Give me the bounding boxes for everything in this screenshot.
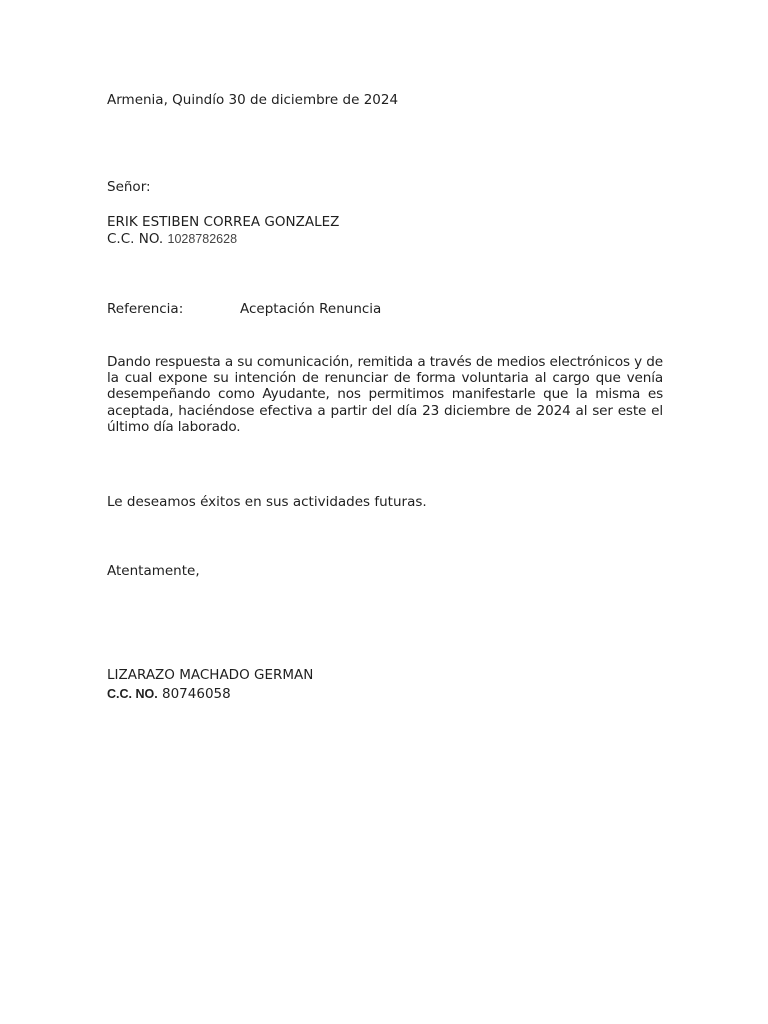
recipient-id-number: 1028782628	[167, 232, 238, 246]
reference-value: Aceptación Renuncia	[240, 301, 382, 317]
recipient-name: ERIK ESTIBEN CORREA GONZALEZ	[107, 214, 340, 230]
reference-line	[107, 301, 663, 318]
signer-id	[107, 686, 663, 703]
recipient-id	[107, 231, 663, 248]
signer-id-number: 80746058	[162, 686, 231, 702]
place-date: Armenia, Quindío 30 de diciembre de 2024	[107, 92, 399, 108]
signer-id-label: C.C. NO.	[107, 687, 158, 701]
recipient-id-label: C.C. NO.	[107, 231, 164, 247]
body-paragraph: Dando respuesta a su comunicación, remitida a través de medios electrónicos y de la cual expone su intención de renunciar de forma voluntaria al cargo que venía desempeñando como Ayudante, nos permitimos manifestarle que la misma es aceptada, haciéndose efectiva a partir del día 23 diciembre de 2024 al ser este el último día laborado.	[107, 354, 663, 435]
closing-line: Atentamente,	[107, 563, 200, 579]
salutation: Señor:	[107, 179, 151, 195]
wishes-line: Le deseamos éxitos en sus actividades futuras.	[107, 494, 427, 510]
reference-label: Referencia:	[107, 301, 184, 317]
signer-name: LIZARAZO MACHADO GERMAN	[107, 667, 314, 683]
